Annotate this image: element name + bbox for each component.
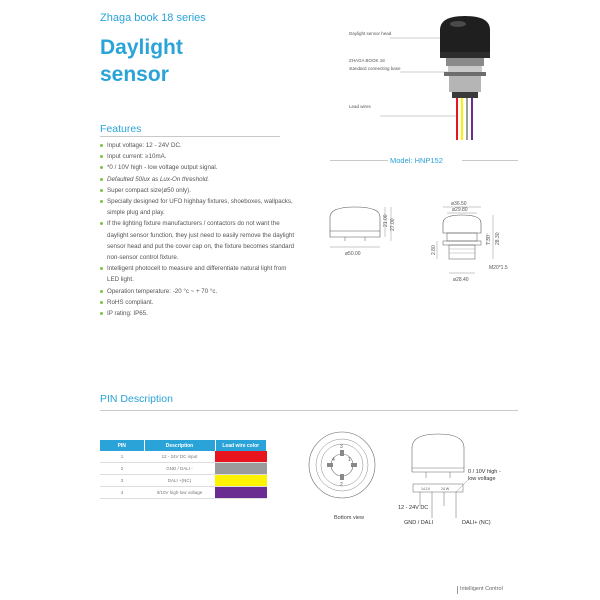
col-description: Description <box>144 440 215 451</box>
dim-thread: M20*1.5 <box>489 265 508 271</box>
page-title <box>100 34 183 88</box>
table-row <box>100 463 267 475</box>
sensor-photo <box>340 10 520 140</box>
bottom-pin-label-1: 1 <box>348 457 351 463</box>
label-base-line1: ZHAGA BOOK 18 <box>349 58 385 63</box>
label-010-line1: 0 / 10V high - <box>468 469 501 475</box>
bottom-view-diagram <box>305 425 380 520</box>
col-wire-color: Lead wire color <box>215 440 267 451</box>
dim-left-h1: 21.00 <box>383 214 389 227</box>
model-rule-left <box>330 160 388 161</box>
feature-item: Defaulted 50lux as Lux-On threshold. <box>100 174 300 185</box>
model-rule-right <box>462 160 518 161</box>
wire-color-grey <box>215 463 267 475</box>
pin-number: 4 <box>100 487 144 499</box>
dim-left-width: ø50.00 <box>345 251 361 257</box>
label-dali-nc: DALI+ (NC) <box>462 520 491 526</box>
title-line-1: Daylight <box>100 36 183 59</box>
footer-text: Intelligent Control <box>460 586 503 592</box>
bottom-pin-label-3: 3 <box>340 444 343 450</box>
side-pin-text-b: 24 W <box>441 487 450 491</box>
bottom-view-label: Bottom view <box>334 515 364 521</box>
dim-h-outer: 28.30 <box>495 232 501 245</box>
label-sensor-head: Daylight sensor head <box>349 31 392 36</box>
bottom-pin-label-2: 2 <box>340 482 343 488</box>
pin-number: 2 <box>100 463 144 475</box>
dim-top-w2: ø29.80 <box>452 207 468 213</box>
label-gnd-dali: GND / DALI <box>404 520 434 526</box>
bottom-pin-label-4: 4 <box>332 457 335 463</box>
pin-description: 12 - 24V DC input <box>144 451 215 463</box>
feature-item: If the lighting fixture manufacturers / contactors do not want the daylight sensor function, they just need to easily remove the daylight sensor head and put the cover cap on, the fixture becomes standard non-sensor control fixture. <box>100 218 300 263</box>
pin-table-header <box>100 440 267 451</box>
features-list <box>100 140 300 319</box>
wire-color-red <box>215 451 267 463</box>
pin-number: 3 <box>100 475 144 487</box>
dim-top-w1: ø36.50 <box>451 201 467 207</box>
dim-bottom-w: ø28.40 <box>453 277 469 283</box>
pin-description: DALI +(NC) <box>144 475 215 487</box>
pin-description: 0/10V high-low voltage <box>144 487 215 499</box>
feature-item: Input current: ≥10mA. <box>100 151 300 162</box>
feature-item: IP rating: IP65. <box>100 308 300 319</box>
features-divider <box>100 136 280 137</box>
product-illustration <box>340 10 520 140</box>
feature-item: Super compact size(ø50 only). <box>100 185 300 196</box>
feature-item: Input voltage: 12 - 24V DC. <box>100 140 300 151</box>
model-label: Model: HNP152 <box>390 156 443 165</box>
feature-item: RoHS compliant. <box>100 297 300 308</box>
features-heading: Features <box>100 123 142 135</box>
pin-description: GND / DALI - <box>144 463 215 475</box>
table-row <box>100 451 267 463</box>
series-label: Zhaga book 18 series <box>100 12 206 24</box>
dimension-drawing <box>325 195 525 295</box>
side-pin-text-a: 14.1V <box>421 487 431 491</box>
pin-number: 1 <box>100 451 144 463</box>
label-dc-input: 12 - 24V DC <box>398 505 429 511</box>
feature-item: Intelligent photocell to measure and differentiate natural light from LED light. <box>100 263 300 285</box>
wire-color-yellow <box>215 475 267 487</box>
title-line-2: sensor <box>100 63 169 86</box>
table-row <box>100 487 267 499</box>
feature-item: *0 / 10V high - low voltage output signal. <box>100 162 300 173</box>
footer-divider <box>457 586 458 594</box>
feature-item: Specially designed for UFO highbay fixtures, shoeboxes, wallpacks, simple plug and play. <box>100 196 300 218</box>
pin-divider <box>100 410 518 411</box>
label-lead-wires: Lead wires <box>349 104 371 109</box>
front-view-outline <box>330 207 391 247</box>
pin-table <box>100 440 267 499</box>
table-row <box>100 475 267 487</box>
dim-h-left: 2.80 <box>431 245 437 255</box>
col-pin: PIN <box>100 440 144 451</box>
dim-h-inner: 7.30 <box>486 235 492 245</box>
pin-heading: PIN Description <box>100 393 173 405</box>
label-010-line2: low voltage <box>468 476 496 482</box>
feature-item: Operation temperature: -20 °c ~ + 70 °c. <box>100 286 300 297</box>
wire-color-purple <box>215 487 267 499</box>
side-view-outline <box>437 207 493 273</box>
label-base-line2: standard connecting base <box>349 66 401 71</box>
dim-left-h2: 27.00 <box>390 218 396 231</box>
